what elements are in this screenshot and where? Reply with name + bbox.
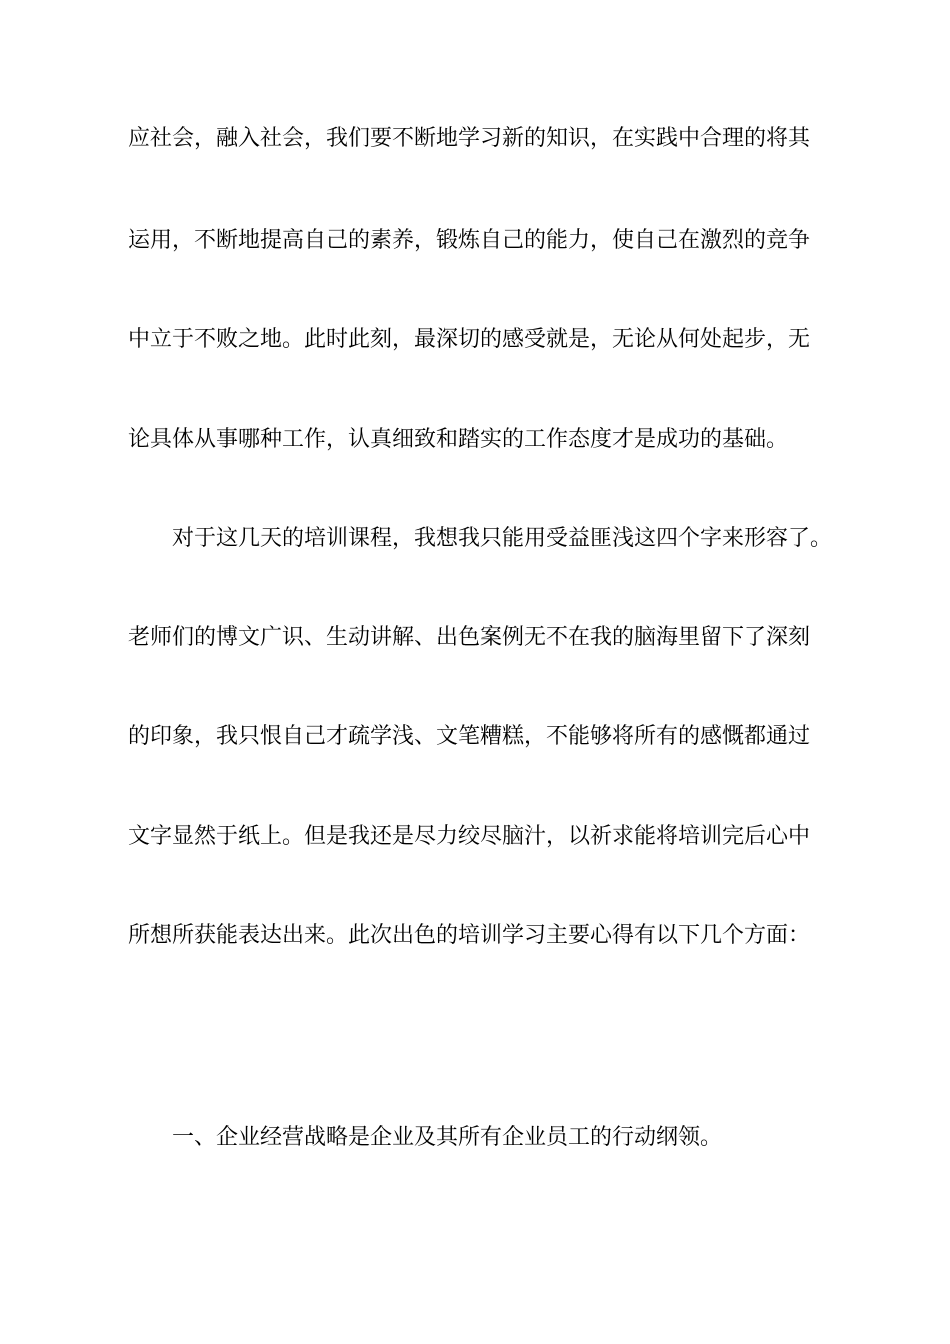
paragraph-line: 运用，不断地提高自己的素养，锻炼自己的能力，使自己在激烈的竞争 — [128, 228, 811, 253]
paragraph-line: 文字显然于纸上。但是我还是尽力绞尽脑汁，以祈求能将培训完后心中 — [128, 824, 811, 849]
section-heading: 一、企业经营战略是企业及其所有企业员工的行动纲领。 — [172, 1125, 723, 1150]
paragraph-line: 中立于不败之地。此时此刻，最深切的感受就是，无论从何处起步，无 — [128, 327, 811, 352]
paragraph-line: 所想所获能表达出来。此次出色的培训学习主要心得有以下几个方面： — [128, 923, 811, 948]
paragraph-line: 的印象，我只恨自己才疏学浅、文笔糟糕，不能够将所有的感慨都通过 — [128, 724, 811, 749]
paragraph-line: 对于这几天的培训课程，我想我只能用受益匪浅这四个字来形容了。 — [172, 526, 833, 551]
paragraph-line: 老师们的博文广识、生动讲解、出色案例无不在我的脑海里留下了深刻 — [128, 625, 811, 650]
paragraph-line: 应社会，融入社会，我们要不断地学习新的知识，在实践中合理的将其 — [128, 126, 811, 151]
paragraph-line: 论具体从事哪种工作，认真细致和踏实的工作态度才是成功的基础。 — [128, 427, 789, 452]
